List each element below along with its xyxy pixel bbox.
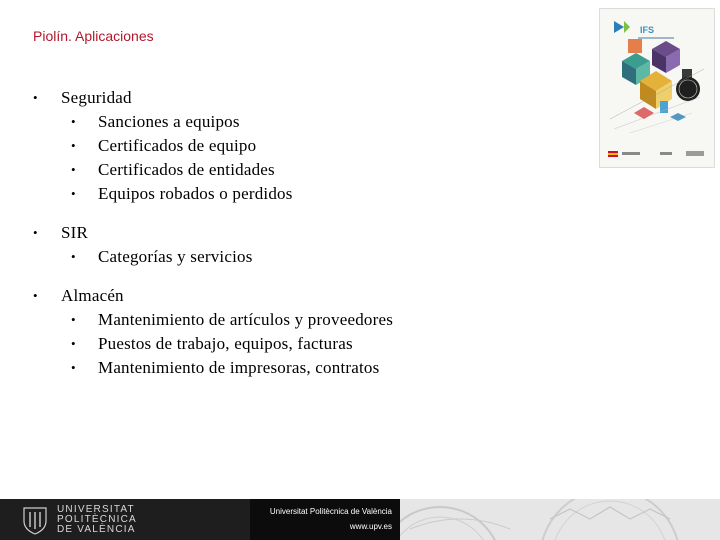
bullet-icon: • <box>71 114 76 129</box>
list-item-text: Puestos de trabajo, equipos, facturas <box>98 334 353 353</box>
list-item-level1 <box>33 86 593 110</box>
bullet-icon: • <box>71 138 76 153</box>
list-item-level2 <box>33 134 593 158</box>
list-item-level1 <box>33 284 593 308</box>
footer-seal-background <box>400 499 720 540</box>
university-logo-text: UNIVERSITAT POLITÈCNICA DE VALÈNCIA <box>57 504 137 535</box>
bullet-icon: • <box>71 360 76 375</box>
list-item-level2 <box>33 245 593 269</box>
footer-university-name: Universitat Politècnica de València <box>269 507 392 516</box>
page-title: Piolín. Aplicaciones <box>33 28 154 44</box>
bullet-icon: • <box>71 162 76 177</box>
list-item-level2 <box>33 158 593 182</box>
bullet-icon: • <box>71 249 76 264</box>
conference-poster-image <box>599 8 715 168</box>
section-label: SIR <box>61 223 89 242</box>
bullet-icon: • <box>71 312 76 327</box>
list-item-level2 <box>33 110 593 134</box>
list-item-level2 <box>33 182 593 206</box>
list-item-level2 <box>33 356 593 380</box>
list-item-text: Sanciones a equipos <box>98 112 240 131</box>
footer-url-link[interactable]: www.upv.es <box>349 522 392 531</box>
list-item-text: Categorías y servicios <box>98 247 253 266</box>
bullet-icon: • <box>71 336 76 351</box>
section-almacen <box>33 284 593 380</box>
bullet-icon: • <box>33 90 38 105</box>
list-item-text: Mantenimiento de artículos y proveedores <box>98 310 394 329</box>
section-sir <box>33 221 593 269</box>
bullet-icon: • <box>33 288 38 303</box>
list-item-text: Equipos robados o perdidos <box>98 184 293 203</box>
list-item-level2 <box>33 332 593 356</box>
footer <box>0 499 720 540</box>
bullet-icon: • <box>33 225 38 240</box>
list-item-text: Certificados de equipo <box>98 136 257 155</box>
section-label: Almacén <box>61 286 124 305</box>
footer-info <box>250 499 400 540</box>
poster-heading: IFS <box>640 25 655 35</box>
footer-logo-area <box>0 499 250 540</box>
list-item-text: Mantenimiento de impresoras, contratos <box>98 358 380 377</box>
university-crest-icon <box>20 505 50 535</box>
list-item-text: Certificados de entidades <box>98 160 275 179</box>
section-seguridad <box>33 86 593 206</box>
bullet-list <box>33 86 593 395</box>
section-label: Seguridad <box>61 88 132 107</box>
list-item-level1 <box>33 221 593 245</box>
list-item-level2 <box>33 308 593 332</box>
bullet-icon: • <box>71 186 76 201</box>
